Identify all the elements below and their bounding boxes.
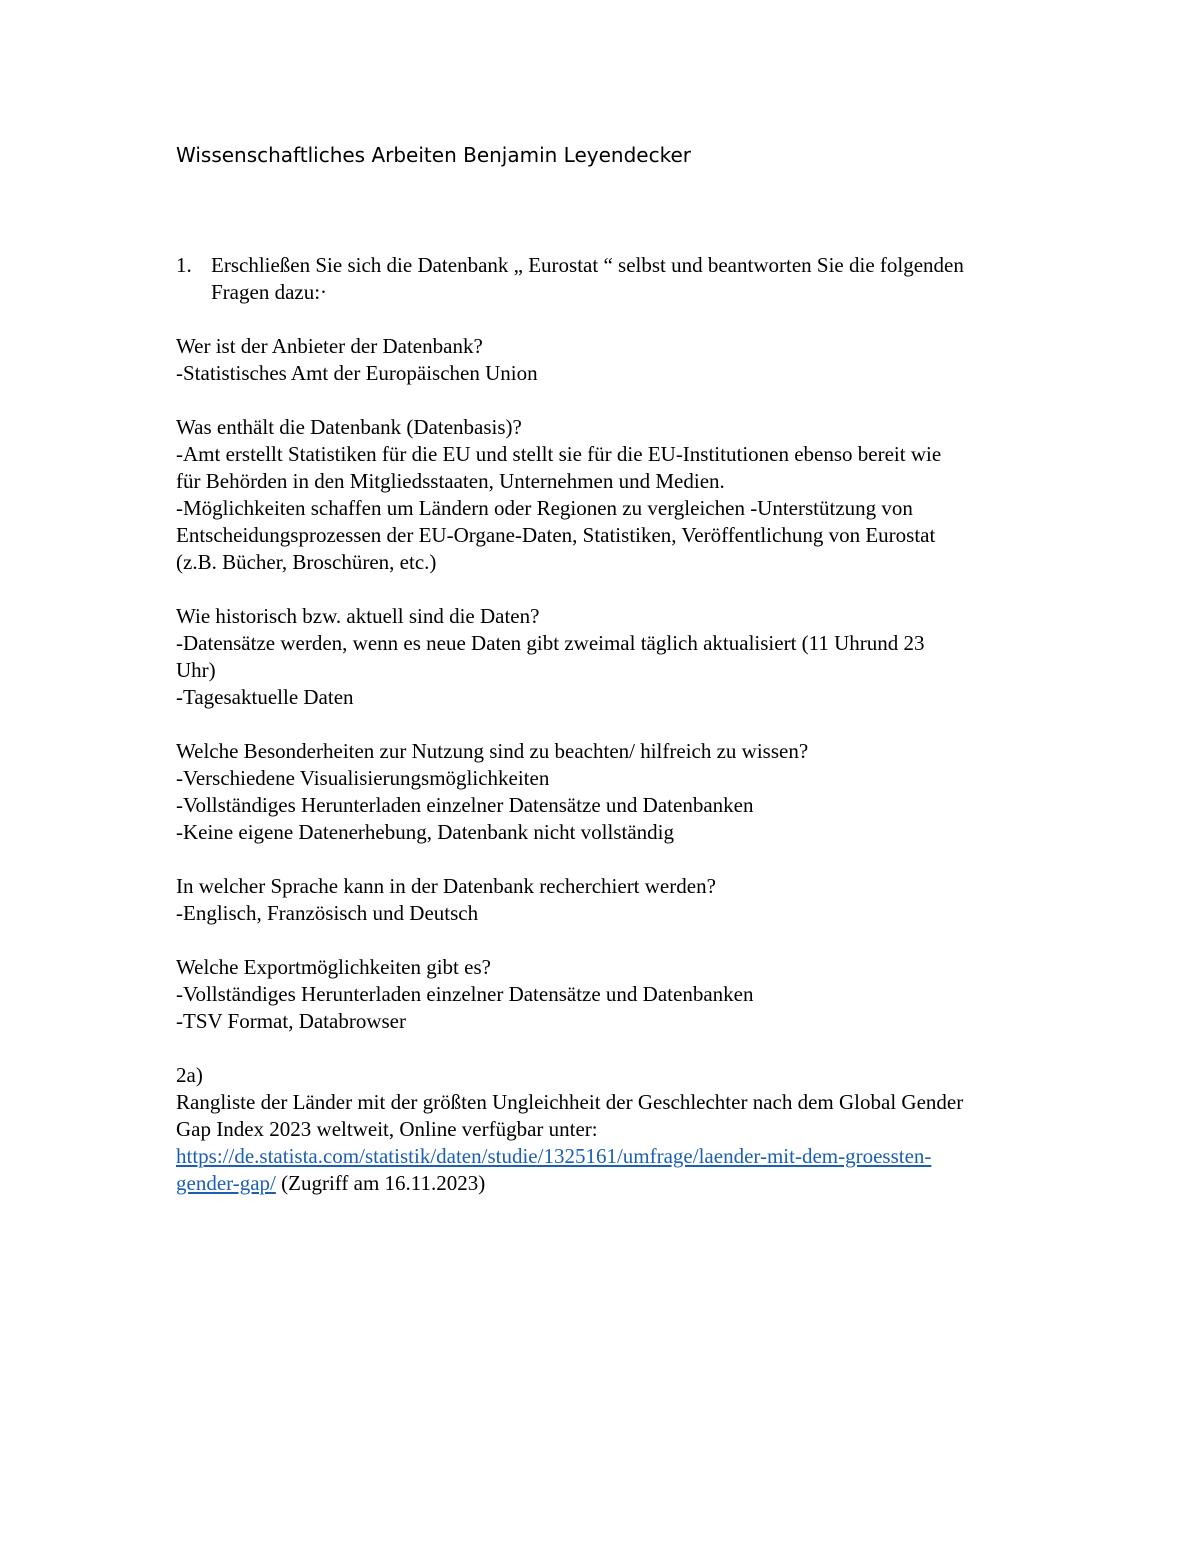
source-link-continued[interactable]: gender-gap/ — [176, 1171, 276, 1195]
document-title: Wissenschaftliches Arbeiten Benjamin Leyendecker — [176, 143, 691, 167]
question-text: Was enthält die Datenbank (Datenbasis)? — [176, 415, 522, 439]
answer-line: -Tagesaktuelle Daten — [176, 685, 354, 709]
task-2a-label: 2a) — [176, 1063, 203, 1087]
answer-line: für Behörden in den Mitgliedsstaaten, Unternehmen und Medien. — [176, 469, 725, 493]
answer-line: -Möglichkeiten schaffen um Ländern oder Regionen zu vergleichen -Unterstützung von — [176, 496, 913, 520]
question-block-export — [176, 954, 1076, 1035]
task-1-line-2: Fragen dazu:· — [211, 280, 328, 304]
task-1 — [176, 252, 1076, 306]
source-link-line-2 — [176, 1170, 1076, 1197]
answer-line: -TSV Format, Databrowser — [176, 1009, 406, 1033]
answer-line: -Vollständiges Herunterladen einzelner Datensätze und Datenbanken — [176, 793, 754, 817]
question-text: In welcher Sprache kann in der Datenbank recherchiert werden? — [176, 874, 716, 898]
question-block-provider — [176, 333, 1076, 387]
task-2a-line-2: Gap Index 2023 weltweit, Online verfügbar unter: — [176, 1117, 598, 1141]
document-body — [176, 252, 1076, 1197]
answer-line: -Statistisches Amt der Europäischen Union — [176, 361, 538, 385]
question-text: Welche Besonderheiten zur Nutzung sind zu beachten/ hilfreich zu wissen? — [176, 739, 809, 763]
answer-line: -Keine eigene Datenerhebung, Datenbank nicht vollständig — [176, 820, 674, 844]
access-date-note: (Zugriff am 16.11.2023) — [275, 1171, 486, 1195]
answer-line: -Datensätze werden, wenn es neue Daten gibt zweimal täglich aktualisiert (11 Uhrund 23 — [176, 631, 925, 655]
source-link-line-1 — [176, 1143, 1076, 1170]
answer-line: Entscheidungsprozessen der EU-Organe-Daten, Statistiken, Veröffentlichung von Eurostat — [176, 523, 936, 547]
question-block-content — [176, 414, 1076, 576]
task-1-number: 1. — [176, 253, 192, 277]
answer-line: -Englisch, Französisch und Deutsch — [176, 901, 479, 925]
question-text: Wer ist der Anbieter der Datenbank? — [176, 334, 483, 358]
answer-line: -Amt erstellt Statistiken für die EU und stellt sie für die EU-Institutionen ebenso bereit wie — [176, 442, 942, 466]
question-block-currency — [176, 603, 1076, 711]
question-text: Welche Exportmöglichkeiten gibt es? — [176, 955, 491, 979]
answer-line: (z.B. Bücher, Broschüren, etc.) — [176, 550, 437, 574]
answer-line: -Verschiedene Visualisierungsmöglichkeiten — [176, 766, 550, 790]
task-2a — [176, 1062, 1076, 1197]
question-text: Wie historisch bzw. aktuell sind die Daten? — [176, 604, 540, 628]
source-link[interactable]: https://de.statista.com/statistik/daten/studie/1325161/umfrage/laender-mit-dem-groessten- — [176, 1144, 932, 1168]
question-block-language — [176, 873, 1076, 927]
task-2a-line-1: Rangliste der Länder mit der größten Ungleichheit der Geschlechter nach dem Global Gender — [176, 1090, 964, 1114]
answer-line: -Vollständiges Herunterladen einzelner Datensätze und Datenbanken — [176, 982, 754, 1006]
question-block-usage — [176, 738, 1076, 846]
task-1-line-1: Erschließen Sie sich die Datenbank „ Eurostat “ selbst und beantworten Sie die folgenden — [211, 253, 964, 277]
answer-line: Uhr) — [176, 658, 216, 682]
